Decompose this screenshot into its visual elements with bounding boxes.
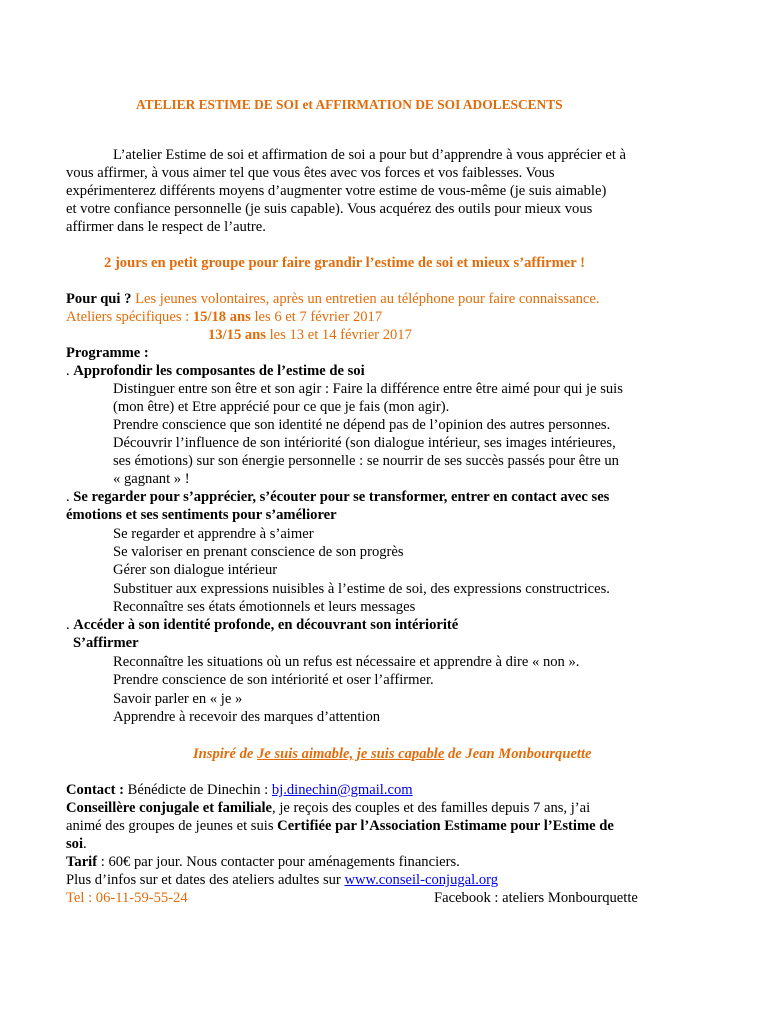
section-1-title: Approfondir les composantes de l’estime de soi [73,363,365,379]
certification-dot: . [83,836,87,852]
tarif-line [66,853,460,871]
list-item: Distinguer entre son être et son agir : Faire la différence entre être aimé pour qui je suis [113,381,623,397]
tagline: 2 jours en petit groupe pour faire grandir l’estime de soi et mieux s’affirmer ! [104,255,585,271]
section-3-prefix: . [66,617,74,633]
ateliers-age-2: 13/15 ans [208,327,266,343]
conseillere-line-1 [66,799,590,817]
contact-line [66,781,413,799]
infos-line [66,871,498,889]
inspiration-prefix: Inspiré de [193,746,258,762]
section-1-prefix: . [66,363,74,379]
ateliers-dates-2: les 13 et 14 février 2017 [265,327,412,343]
website-link[interactable]: www.conseil-conjugal.org [344,872,499,888]
book-title: Je suis aimable, je suis capable [257,746,445,762]
section-2-prefix: . [66,489,74,505]
inspiration-author: de Jean Monbourquette [444,746,592,762]
programme-label: Programme : [66,345,149,361]
conseillere-line-3 [66,835,87,853]
list-item: Apprendre à recevoir des marques d’attention [113,709,381,725]
certification: Certifiée par l’Association Estimame pour l’Estime de [277,818,614,834]
inspiration-line [193,745,592,763]
ateliers-line-1 [66,308,382,326]
list-item: Découvrir l’influence de son intériorité (son dialogue intérieur, ses images intérieures, [113,435,616,451]
phone-number: Tel : 06-11-59-55-24 [66,890,188,906]
section-3-title-line-2: S’affirmer [73,635,139,651]
list-item: Savoir parler en « je » [113,691,243,707]
list-item: Substituer aux expressions nuisibles à l’estime de soi, des expressions constructrices. [113,581,610,597]
section-1-heading [66,362,365,380]
ateliers-label: Ateliers spécifiques : [66,309,193,325]
section-3-heading [66,616,458,634]
list-item: Reconnaître ses états émotionnels et leurs messages [113,599,416,615]
list-item: Reconnaître les situations où un refus est nécessaire et apprendre à dire « non ». [113,654,580,670]
pour-qui-line [66,290,599,308]
page-title: ATELIER ESTIME DE SOI et AFFIRMATION DE SOI ADOLESCENTS [136,97,563,112]
intro-line: et votre confiance personnelle (je suis capable). Vous acquérez des outils pour mieux vous [66,201,593,217]
list-item: Se valoriser en prenant conscience de son progrès [113,544,404,560]
ateliers-dates-1: les 6 et 7 février 2017 [250,309,383,325]
list-item: Prendre conscience que son identité ne dépend pas de l’opinion des autres personnes. [113,417,611,433]
conseillere-text-2: animé des groupes de jeunes et suis [66,818,278,834]
pour-qui-label: Pour qui ? [66,291,132,307]
section-2-title-line-2: émotions et ses sentiments pour s’améliorer [66,507,337,523]
conseillere-line-2 [66,817,614,835]
section-3-title-line-1: Accéder à son identité profonde, en découvrant son intériorité [73,617,459,633]
conseillere-text: , je reçois des couples et des familles depuis 7 ans, j’ai [272,800,591,816]
section-2-heading [66,488,609,506]
section-2-title-line-1: Se regarder pour s’apprécier, s’écouter pour se transformer, entrer en contact avec ses [73,489,610,505]
contact-email-link[interactable]: bj.dinechin@gmail.com [271,782,413,798]
intro-line: expérimenterez différents moyens d’augmenter votre estime de vous-même (je suis aimable) [66,183,607,199]
list-item: Prendre conscience de son intériorité et oser l’affirmer. [113,672,434,688]
pour-qui-text: Les jeunes volontaires, après un entretien au téléphone pour faire connaissance. [131,291,600,307]
ateliers-age-1: 15/18 ans [192,309,251,325]
contact-name: Bénédicte de Dinechin : [123,782,272,798]
infos-text: Plus d’infos sur et dates des ateliers adultes sur [66,872,345,888]
intro-line: affirmer dans le respect de l’autre. [66,219,266,235]
intro-line: L’atelier Estime de soi et affirmation de soi a pour but d’apprendre à vous apprécier et à [113,147,627,163]
list-item: (mon être) et Etre apprécié pour ce que je fais (mon agir). [113,399,450,415]
tarif-text: : 60€ par jour. Nous contacter pour aménagements financiers. [97,854,460,870]
tarif-label: Tarif [66,854,98,870]
facebook-info: Facebook : ateliers Monbourquette [434,890,638,906]
ateliers-line-2 [208,326,412,344]
intro-line: vous affirmer, à vous aimer tel que vous êtes avec vos forces et vos faiblesses. Vous [66,165,555,181]
list-item: ses émotions) sur son énergie personnelle : se nourrir de ses succès passés pour être un [113,453,619,469]
list-item: Se regarder et apprendre à s’aimer [113,526,314,542]
contact-label: Contact : [66,782,124,798]
list-item: Gérer son dialogue intérieur [113,562,278,578]
conseillere-label: Conseillère conjugale et familiale [66,800,273,816]
list-item: « gagnant » ! [113,471,190,487]
certification-end: soi [66,836,84,852]
